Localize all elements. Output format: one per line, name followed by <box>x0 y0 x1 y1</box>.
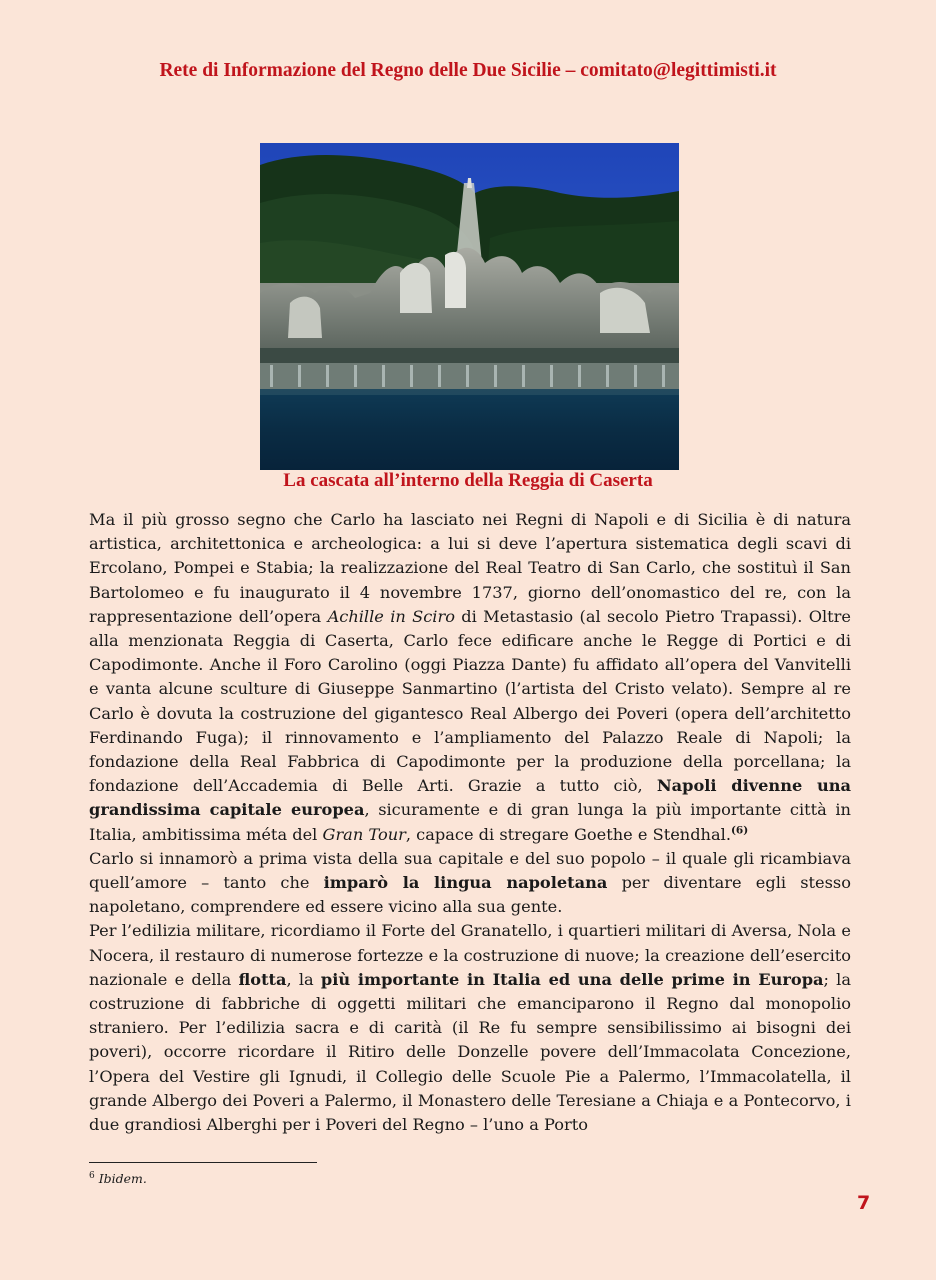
paragraph-2: Carlo si innamorò a prima vista della sua capitale e del suo popolo – il quale gli ricambiava quell’amore – tanto che imparò la lingua napoletana per diventare egli stesso napoletano, comprendere ed essere vicino alla sua gente. <box>89 848 851 917</box>
footnote-text: Ibidem. <box>98 1171 147 1187</box>
paragraph-3: Per l’edilizia militare, ricordiamo il Forte del Granatello, i quartieri militari di Aversa, Nola e Nocera, il restauro di numerose fortezze e la costruzione di nuove; la creazione dell’esercito nazionale e della flotta, la più importante in Italia ed una delle prime in Europa; la costruzione di fabbriche di oggetti militari che emanciparono il Regno dal monopolio straniero. Per l’edilizia sacra e di carità (il Re fu sempre sensibilissimo ai bisogni dei poveri), occorre ricordare il Ritiro delle Donzelle povere dell’Immacolata Concezione, l’Opera del Vestire gli Ignudi, il Collegio delle Scuole Pie a Palermo, l’Immacolatella, il grande Albergo dei Poveri a Palermo, il Monastero delle Teresiane a Chiaja e a Pontecorvo, i due grandiosi Alberghi per i Poveri del Regno – l’uno a Porto <box>89 921 852 1135</box>
paragraph-1: Ma il più grosso segno che Carlo ha lasciato nei Regni di Napoli e di Sicilia è di natura artistica, architettonica e archeologica: a lui si deve l’apertura sistematica degli scavi di Ercolano, Pompei e Stabia; la realizzazione del Real Teatro di San Carlo, che sostituì il San Bartolomeo e fu inaugurato il 4 novembre 1737, giorno dell’onomastico del re, con la rappresentazione dell’opera Achille in Sciro di Metastasio (al secolo Pietro Trapassi). Oltre alla menzionata Reggia di Caserta, Carlo fece edificare anche le Regge di Portici e di Capodimonte. Anche il Foro Carolino (oggi Piazza Dante) fu affidato all’opera del Vanvitelli e vanta alcune sculture di Giuseppe Sanmartino (l’artista del Cristo velato). Sempre al re Carlo è dovuta la costruzione del gigantesco Real Albergo dei Poveri (opera dell’architetto Ferdinando Fuga); il rinnovamento e l’ampliamento del Palazzo Reale di Napoli; la fondazione della Real Fabbrica di Capodimonte per la produzione della porcellana; la fondazione dell’Accademia di Belle Arti. Grazie a tutto ciò, Napoli divenne una grandissima capitale europea, sicuramente e di gran lunga la più importante città in Italia, ambitissima méta del Gran Tour, capace di stregare Goethe e Stendhal.$^{(6)}$ <box>89 510 851 844</box>
body-text <box>89 508 851 1137</box>
footnote-separator <box>89 1162 317 1163</box>
footnote-reference[interactable]: (6) <box>730 824 749 837</box>
page-header: Rete di Informazione del Regno delle Due Sicilie – comitato@legittimisti.it <box>159 60 777 81</box>
fountain-photo <box>260 143 679 470</box>
footnote-number: 6 <box>89 1171 95 1181</box>
image-caption: La cascata all’interno della Reggia di Caserta <box>283 470 653 491</box>
page-number: 7 <box>857 1192 871 1214</box>
footnote <box>89 1171 147 1186</box>
